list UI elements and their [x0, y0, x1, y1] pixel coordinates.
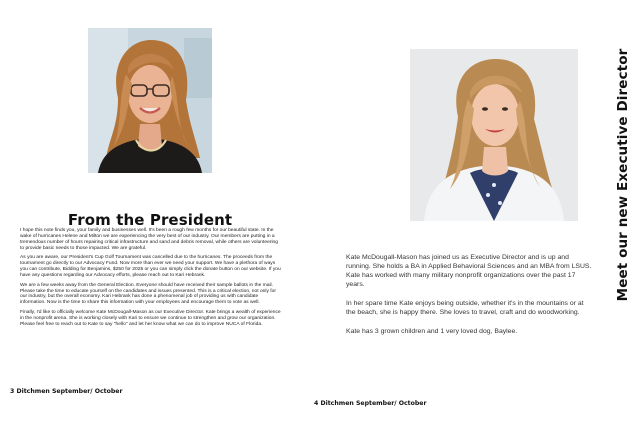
bio-paragraph: Kate McDougall-Mason has joined us as Executive Director and is up and running. She holds a BA in Applied Behavioral Sciences and an MBA from LSUS. Kate has worked with many military nonprofit organizations over the past 17 years.: [346, 254, 592, 289]
president-letter: [20, 228, 282, 332]
director-portrait-image: [410, 49, 578, 221]
bio-paragraph: In her spare time Kate enjoys being outside, whether it's in the mountains or at the beach, she is happy there. She loves to travel, craft and do woodworking.: [346, 299, 584, 316]
director-bio: [346, 253, 594, 345]
director-photo: [410, 49, 578, 221]
letter-paragraph: We are a few weeks away from the General Election. Everyone should have received their sample ballots in the mail. Please take the time to educate yourself on the candidates and issues presented. This is a critical election, not only for our industry, but the overall economy. Kari Hebrank has done a phenomenal job of providing us with candidate information. Now is the time to share this information with your employees and encourage them to vote as well.: [20, 282, 276, 306]
president-photo: [88, 28, 212, 173]
president-heading: From the President: [67, 211, 233, 230]
director-section-title: Meet our new Executive Director: [615, 48, 631, 302]
letter-paragraph: Finally, I'd like to officially welcome Kate McDougall-Mason as our Executive Director. Kate brings a wealth of experience in the nonprofit arena. She is working closely with Kari to ensure we continue to strengthen and grow our organization. Please feel free to reach out to Kate to say "hello" and let her know what we can do to improve NUCA of Florida.: [20, 310, 281, 327]
letter-paragraph: As you are aware, our President's Cup Golf Tournament was cancelled due to the hurricanes. The proceeds from the tournament go directly to our Advocacy Fund. Now more than ever we need your support. We have a plethora of ways you can contribute, Bidding for Benjamins, $250 for 2025 or you can simply click the donate button on our website. If you have any questions regarding our Advocacy efforts, please reach out to Kari Hebrank.: [20, 255, 281, 278]
bio-paragraph: Kate has 3 grown children and 1 very loved dog, Baylee.: [346, 327, 518, 335]
page-footer-right: 4 Ditchmen September/ October: [314, 400, 427, 407]
page-footer-left: 3 Ditchmen September/ October: [10, 388, 123, 395]
president-portrait-image: [88, 28, 212, 173]
letter-paragraph: I hope this note finds you, your family and businesses well. It's been a rough few months for our beautiful state. In the wake of hurricanes Helene and Milton we are experiencing the very best of our industry. Our members are putting in a tremendous number of hours repairing critical infrastructure and sand and debris removal, while others are volunteering to provide basic needs to those impacted. We are grateful.: [20, 228, 278, 251]
right-page: [300, 0, 631, 424]
left-page: [0, 0, 300, 424]
